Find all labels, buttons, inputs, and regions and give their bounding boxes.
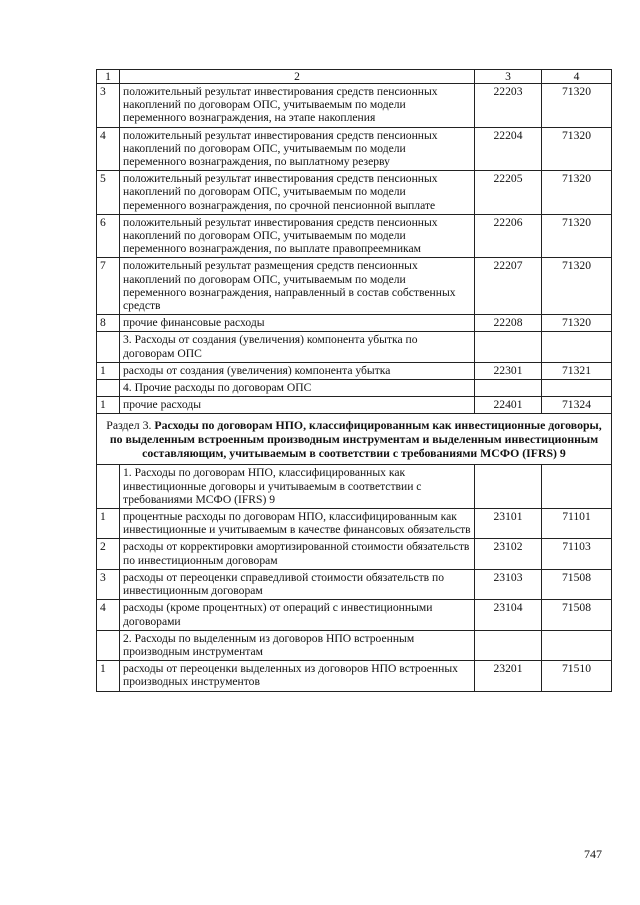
- row-description: прочие расходы: [120, 397, 475, 414]
- table-row: [97, 362, 612, 379]
- row-code: 22206: [475, 214, 542, 258]
- row-number: 5: [97, 171, 120, 215]
- table-row: [97, 171, 612, 215]
- row-code: 22203: [475, 84, 542, 128]
- row-number: 1: [97, 509, 120, 539]
- subsection-row: [97, 630, 612, 660]
- row-account: 71101: [542, 509, 612, 539]
- row-account: 71320: [542, 84, 612, 128]
- row-description: расходы от переоценки справедливой стоимости обязательств по инвестиционным договорам: [120, 569, 475, 599]
- row-description: положительный результат инвестирования средств пенсионных накоплений по договорам ОПС, учитываемым по модели переменного вознаграждения, на этапе накопления: [120, 84, 475, 128]
- row-account: 71510: [542, 661, 612, 691]
- row-number: [97, 465, 120, 509]
- subsection-heading: 3. Расходы от создания (увеличения) компонента убытка по договорам ОПС: [120, 332, 475, 362]
- row-number: 4: [97, 127, 120, 171]
- row-description: положительный результат инвестирования средств пенсионных накоплений по договорам ОПС, учитываемым по модели переменного вознаграждения, по срочной пенсионной выплате: [120, 171, 475, 215]
- row-account: 71320: [542, 171, 612, 215]
- row-account: [542, 332, 612, 362]
- section-title: Расходы по договорам НПО, классифицированным как инвестиционные договоры, по выделенным встроенным производным инструментам и выделенным инвестиционным составляющим, учитываемым в соответствии с требованиями МСФО (IFRS) 9: [109, 418, 602, 461]
- row-number: 4: [97, 600, 120, 630]
- row-account: 71320: [542, 214, 612, 258]
- table-row: [97, 600, 612, 630]
- header-cell-4: 4: [542, 70, 612, 84]
- subsection-heading: 1. Расходы по договорам НПО, классифицированных как инвестиционные договоры и учитываемым в соответствии с требованиями МСФО (IFRS) 9: [120, 465, 475, 509]
- section-prefix: Раздел 3.: [106, 418, 152, 433]
- table-row: [97, 397, 612, 414]
- row-number: 1: [97, 661, 120, 691]
- table-row: [97, 214, 612, 258]
- row-account: 71320: [542, 258, 612, 315]
- row-number: 6: [97, 214, 120, 258]
- section-heading: [97, 414, 612, 465]
- row-code: 22204: [475, 127, 542, 171]
- row-number: 3: [97, 569, 120, 599]
- row-code: [475, 332, 542, 362]
- subsection-row: [97, 380, 612, 397]
- row-code: 23103: [475, 569, 542, 599]
- accounts-table: [96, 69, 612, 692]
- row-description: положительный результат инвестирования средств пенсионных накоплений по договорам ОПС, учитываемым по модели переменного вознаграждения, по выплате правопреемникам: [120, 214, 475, 258]
- row-code: 22208: [475, 315, 542, 332]
- row-description: прочие финансовые расходы: [120, 315, 475, 332]
- row-account: 71103: [542, 539, 612, 569]
- table-row: [97, 315, 612, 332]
- row-description: расходы (кроме процентных) от операций с инвестиционными договорами: [120, 600, 475, 630]
- row-account: [542, 465, 612, 509]
- row-code: [475, 630, 542, 660]
- row-description: расходы от переоценки выделенных из договоров НПО встроенных производных инструментов: [120, 661, 475, 691]
- row-code: 23104: [475, 600, 542, 630]
- row-code: 23101: [475, 509, 542, 539]
- row-account: 71508: [542, 600, 612, 630]
- row-description: положительный результат инвестирования средств пенсионных накоплений по договорам ОПС, учитываемым по модели переменного вознаграждения, по выплатному резерву: [120, 127, 475, 171]
- subsection-row: [97, 465, 612, 509]
- row-description: положительный результат размещения средств пенсионных накоплений по договорам ОПС, учитываемым по модели переменного вознаграждения, направленный в состав собственных средств: [120, 258, 475, 315]
- table-row: [97, 258, 612, 315]
- row-account: 71508: [542, 569, 612, 599]
- subsection-row: [97, 332, 612, 362]
- row-number: 1: [97, 397, 120, 414]
- row-account: 71320: [542, 127, 612, 171]
- row-account: 71320: [542, 315, 612, 332]
- row-code: [475, 465, 542, 509]
- row-number: 2: [97, 539, 120, 569]
- header-cell-1: 1: [97, 70, 120, 84]
- row-description: процентные расходы по договорам НПО, классифицированным как инвестиционные и учитываемым в качестве финансовых обязательств: [120, 509, 475, 539]
- table-row: [97, 569, 612, 599]
- table-row: [97, 84, 612, 128]
- table-row: [97, 661, 612, 691]
- row-number: 3: [97, 84, 120, 128]
- row-account: 71321: [542, 362, 612, 379]
- table-row: [97, 539, 612, 569]
- row-code: 22207: [475, 258, 542, 315]
- row-number: 7: [97, 258, 120, 315]
- row-account: [542, 380, 612, 397]
- table-row: [97, 509, 612, 539]
- row-account: 71324: [542, 397, 612, 414]
- row-description: расходы от корректировки амортизированной стоимости обязательств по инвестиционным договорам: [120, 539, 475, 569]
- section-heading-row: [97, 414, 612, 465]
- subsection-heading: 4. Прочие расходы по договорам ОПС: [120, 380, 475, 397]
- row-code: [475, 380, 542, 397]
- row-code: 22301: [475, 362, 542, 379]
- row-number: [97, 630, 120, 660]
- row-number: 1: [97, 362, 120, 379]
- table-row: [97, 127, 612, 171]
- header-cell-2: 2: [120, 70, 475, 84]
- row-code: 22205: [475, 171, 542, 215]
- row-description: расходы от создания (увеличения) компонента убытка: [120, 362, 475, 379]
- row-account: [542, 630, 612, 660]
- page-number: 747: [584, 847, 602, 861]
- header-cell-3: 3: [475, 70, 542, 84]
- subsection-heading: 2. Расходы по выделенным из договоров НПО встроенным производным инструментам: [120, 630, 475, 660]
- row-code: 23102: [475, 539, 542, 569]
- row-code: 22401: [475, 397, 542, 414]
- row-number: 8: [97, 315, 120, 332]
- row-code: 23201: [475, 661, 542, 691]
- header-row: [97, 70, 612, 84]
- row-number: [97, 332, 120, 362]
- row-number: [97, 380, 120, 397]
